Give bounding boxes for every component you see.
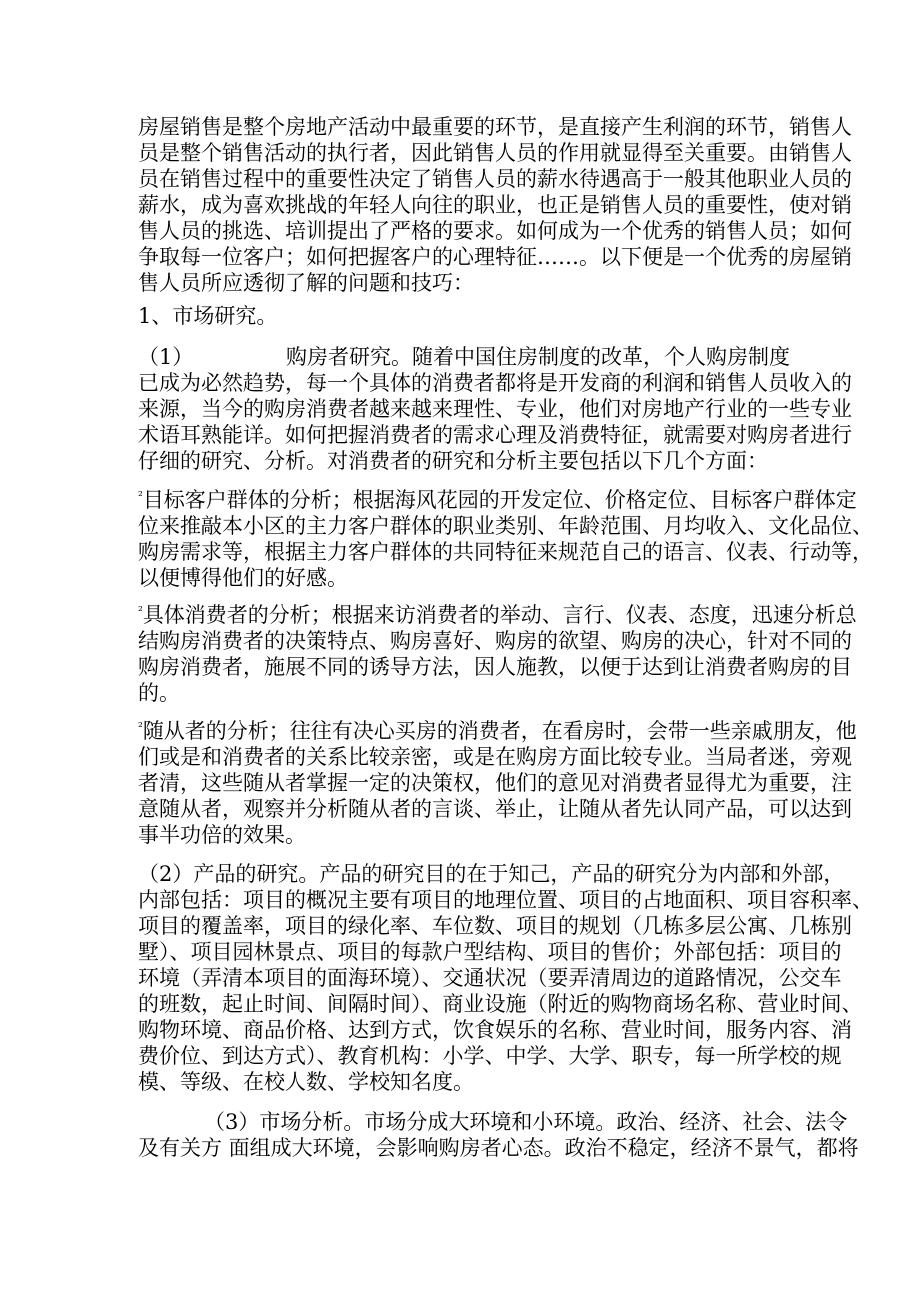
text-line: 售人员的挑选、培训提出了严格的要求。如何成为一个优秀的销售人员；如何 — [138, 219, 852, 243]
text-line: 购物环境、商品价格、达到方式，饮食娱乐的名称、营业时间，服务内容、消 — [138, 1018, 852, 1042]
text-line: 仔细的研究、分析。对消费者的研究和分析主要包括以下几个方面： — [138, 449, 768, 473]
text-line: 意随从者，观察并分析随从者的言谈、举止，让随从者先认同产品，可以达到 — [138, 797, 852, 821]
text-line: $^{^2}$随从者的分析；往往有决心买房的消费者，在看房时，会带一些亲戚朋友，他 — [138, 719, 857, 743]
text-line: 环境（弄清本项目的面海环境）、交通状况（要弄清周边的道路情况，公交车 — [138, 966, 842, 990]
text-line: 1、市场研究。 — [138, 304, 278, 328]
section-number: （2） — [138, 862, 194, 886]
text-line: 模、等级、在校人数、学校知名度。 — [138, 1070, 474, 1094]
text-line: 位来推敲本小区的主力客户群体的职业类别、年龄范围、月均收入、文化品位、 — [138, 514, 873, 538]
section-title-text: 产品的研究。产品的研究目的在于知己，产品的研究分为内部和外部， — [193, 862, 845, 886]
section-title-text: 购房者研究。随着中国住房制度的改革，个人购房制度 — [286, 345, 790, 369]
text-line: 墅）、项目园林景点、项目的每款户型结构、项目的售价；外部包括：项目的 — [138, 940, 842, 964]
bullet-marker: ² — [138, 489, 143, 503]
paragraph-bullet-target — [138, 487, 873, 591]
text-line: 售人员所应透彻了解的问题和技巧： — [138, 271, 474, 295]
paragraph-lead-line — [138, 344, 790, 370]
text-line: 购房需求等，根据主力客户群体的共同特征来规范自己的语言、仪表、行动等， — [138, 540, 873, 564]
paragraph-intro — [138, 114, 852, 296]
text-line: 已成为必然趋势，每一个具体的消费者都将是开发商的利润和销售人员收入的 — [138, 371, 852, 395]
paragraph-bullet-consumer — [138, 602, 857, 706]
text-line: $^{^2}$具体消费者的分析；根据来访消费者的举动、言行、仪表、态度，迅速分析总 — [138, 603, 857, 627]
text-line: 的。 — [138, 681, 180, 705]
text-line: 结购房消费者的决策特点、购房喜好、购房的欲望、购房的决心，针对不同的 — [138, 629, 852, 653]
paragraph-lead-line — [138, 861, 845, 887]
bullet-marker: ² — [138, 604, 143, 618]
text-line: 来源，当今的购房消费者越来越来理性、专业，他们对房地产行业的一些专业 — [138, 397, 852, 421]
text-line: 薪水，成为喜欢挑战的年轻人向往的职业，也正是销售人员的重要性，使对销 — [138, 193, 852, 217]
paragraph-lead-line: （3）市场分析。市场分成大环境和小环境。政治、经济、社会、法令 — [204, 1110, 848, 1134]
text-line: 的班数，起止时间、间隔时间）、商业设施（附近的购物商场名称、营业时间、 — [138, 992, 863, 1016]
text-line: 房屋销售是整个房地产活动中最重要的环节，是直接产生利润的环节，销售人 — [138, 115, 852, 139]
text-line: 们或是和消费者的关系比较亲密，或是在购房方面比较专业。当局者迷，旁观 — [138, 745, 852, 769]
text-line: 术语耳熟能详。如何把握消费者的需求心理及消费特征，就需要对购房者进行 — [138, 423, 852, 447]
paragraph-section-2-product — [138, 861, 873, 1095]
paragraph-bullet-follower — [138, 718, 857, 848]
text-line: 员是整个销售活动的执行者，因此销售人员的作用就显得至关重要。由销售人 — [138, 141, 852, 165]
text-line: 项目的覆盖率，项目的绿化率、车位数、项目的规划（几栋多层公寓、几栋别 — [138, 914, 852, 938]
text-line: 及有关方 面组成大环境，会影响购房者心态。政治不稳定，经济不景气，都将 — [138, 1136, 859, 1160]
paragraph-section-3-market — [138, 1109, 859, 1161]
text-line: 争取每一位客户；如何把握客户的心理特征……。以下便是一个优秀的房屋销 — [138, 245, 852, 269]
text-line: 者清，这些随从者掌握一定的决策权，他们的意见对消费者显得尤为重要，注 — [138, 771, 852, 795]
text-line: 事半功倍的效果。 — [138, 823, 306, 847]
bullet-marker: ² — [138, 720, 143, 734]
text-line: 员在销售过程中的重要性决定了销售人员的薪水待遇高于一般其他职业人员的 — [138, 167, 852, 191]
text-line: 内部包括：项目的概况主要有项目的地理位置、项目的占地面积、项目容积率、 — [138, 888, 873, 912]
text-line: $^{^2}$目标客户群体的分析；根据海风花园的开发定位、价格定位、目标客户群体定 — [138, 488, 857, 512]
text-line: 以便博得他们的好感。 — [138, 566, 348, 590]
section-number: （1） — [138, 345, 194, 369]
paragraph-heading-1 — [138, 303, 790, 329]
paragraph-section-1-buyer — [138, 344, 852, 474]
text-line: 购房消费者，施展不同的诱导方法，因人施教，以便于达到让消费者购房的目 — [138, 655, 852, 679]
text-line: 费价位、到达方式）、教育机构：小学、中学、大学、职专，每一所学校的规 — [138, 1044, 842, 1068]
